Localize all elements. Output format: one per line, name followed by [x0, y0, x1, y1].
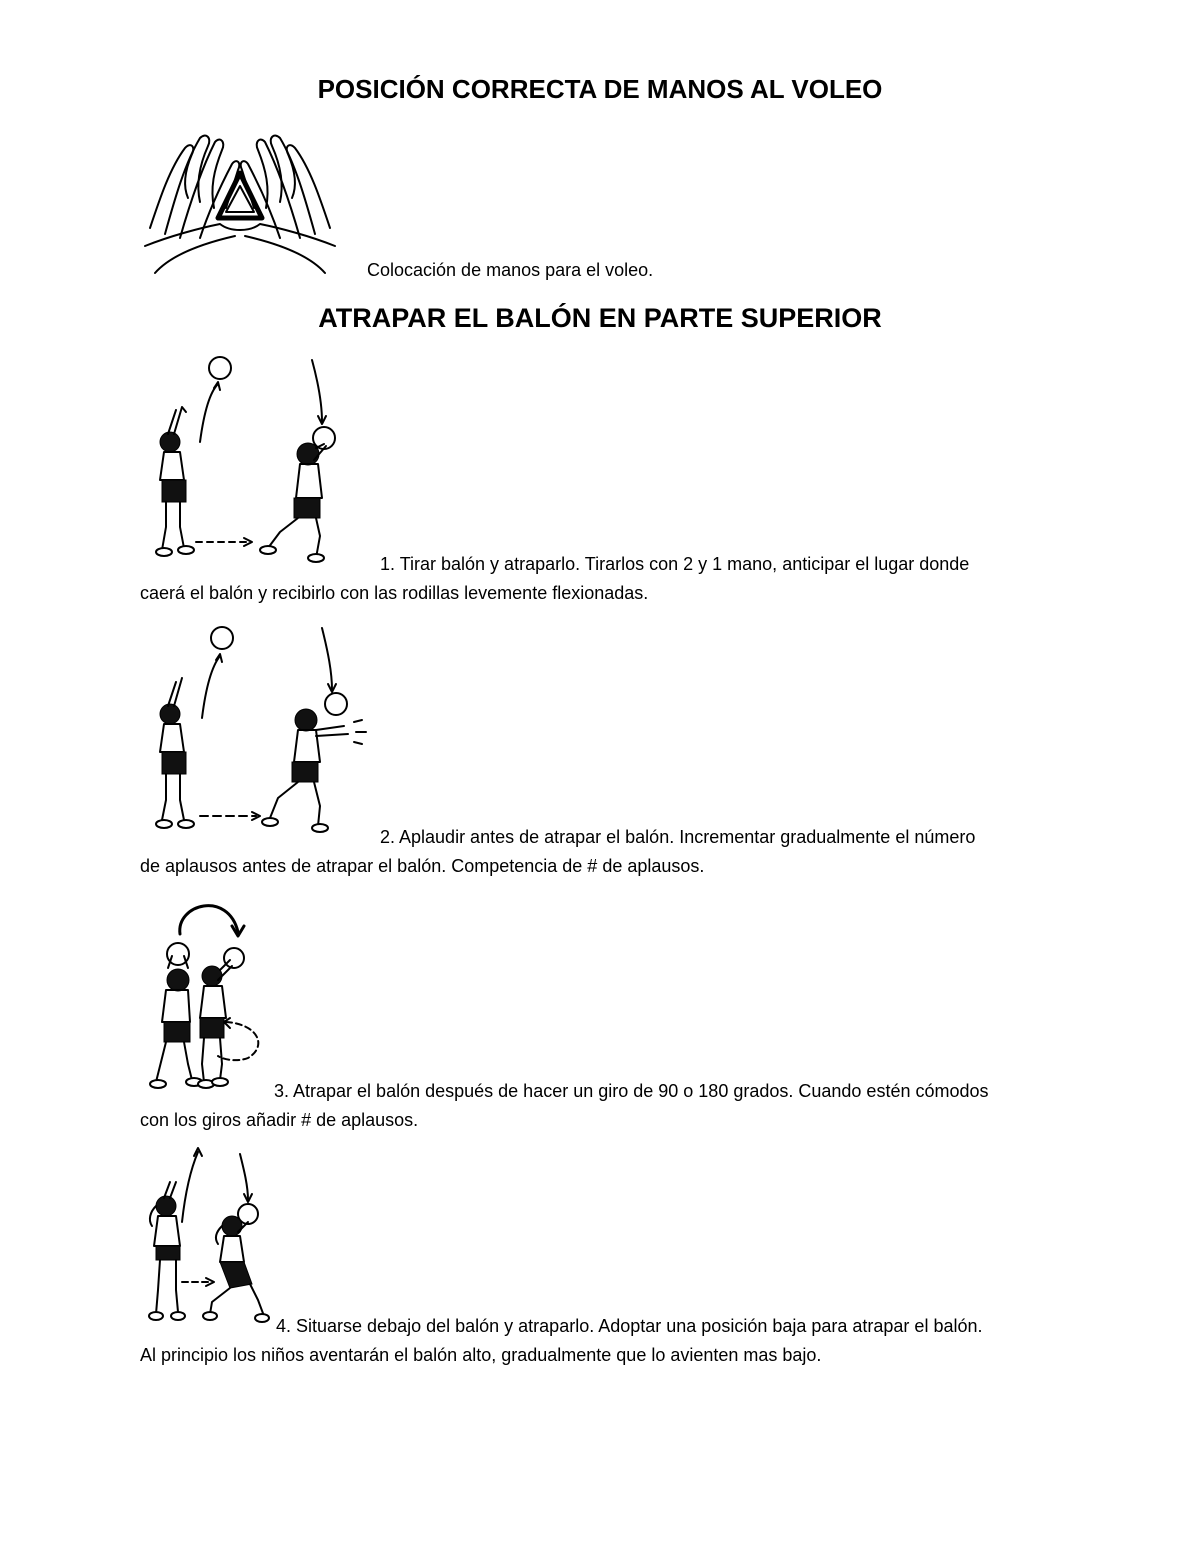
exercise-2-line-2: de aplausos antes de atrapar el balón. Competencia de # de aplausos.: [140, 856, 705, 876]
toss-and-catch-illustration: [148, 352, 363, 564]
exercise-1-line-2: caerá el balón y recibirlo con las rodillas levemente flexionadas.: [140, 583, 649, 603]
exercise-1-line-1: 1. Tirar balón y atraparlo. Tirarlos con 2 y 1 mano, anticipar el lugar donde: [380, 554, 970, 574]
exercise-2-line-1: 2. Aplaudir antes de atrapar el balón. Incrementar gradualmente el número: [380, 827, 976, 847]
exercise-4-line-2: Al principio los niños aventarán el balón alto, gradualmente que lo avienten mas bajo.: [140, 1345, 822, 1365]
exercise-4-line-1: 4. Situarse debajo del balón y atraparlo. Adoptar una posición baja para atrapar el balón.: [276, 1316, 983, 1336]
exercise-3-line-1: 3. Atrapar el balón después de hacer un giro de 90 o 180 grados. Cuando estén cómodos: [274, 1081, 989, 1101]
exercise-3-line-2: con los giros añadir # de aplausos.: [140, 1110, 419, 1130]
low-catch-illustration: [140, 1146, 274, 1326]
hands-triangle-illustration: [140, 128, 340, 276]
turn-and-catch-illustration: [148, 894, 272, 1092]
page-title: POSICIÓN CORRECTA DE MANOS AL VOLEO: [317, 74, 883, 104]
section-title: ATRAPAR EL BALÓN EN PARTE SUPERIOR: [318, 303, 882, 333]
hands-caption: Colocación de manos para el voleo.: [367, 260, 654, 280]
clap-and-catch-illustration: [148, 622, 376, 836]
